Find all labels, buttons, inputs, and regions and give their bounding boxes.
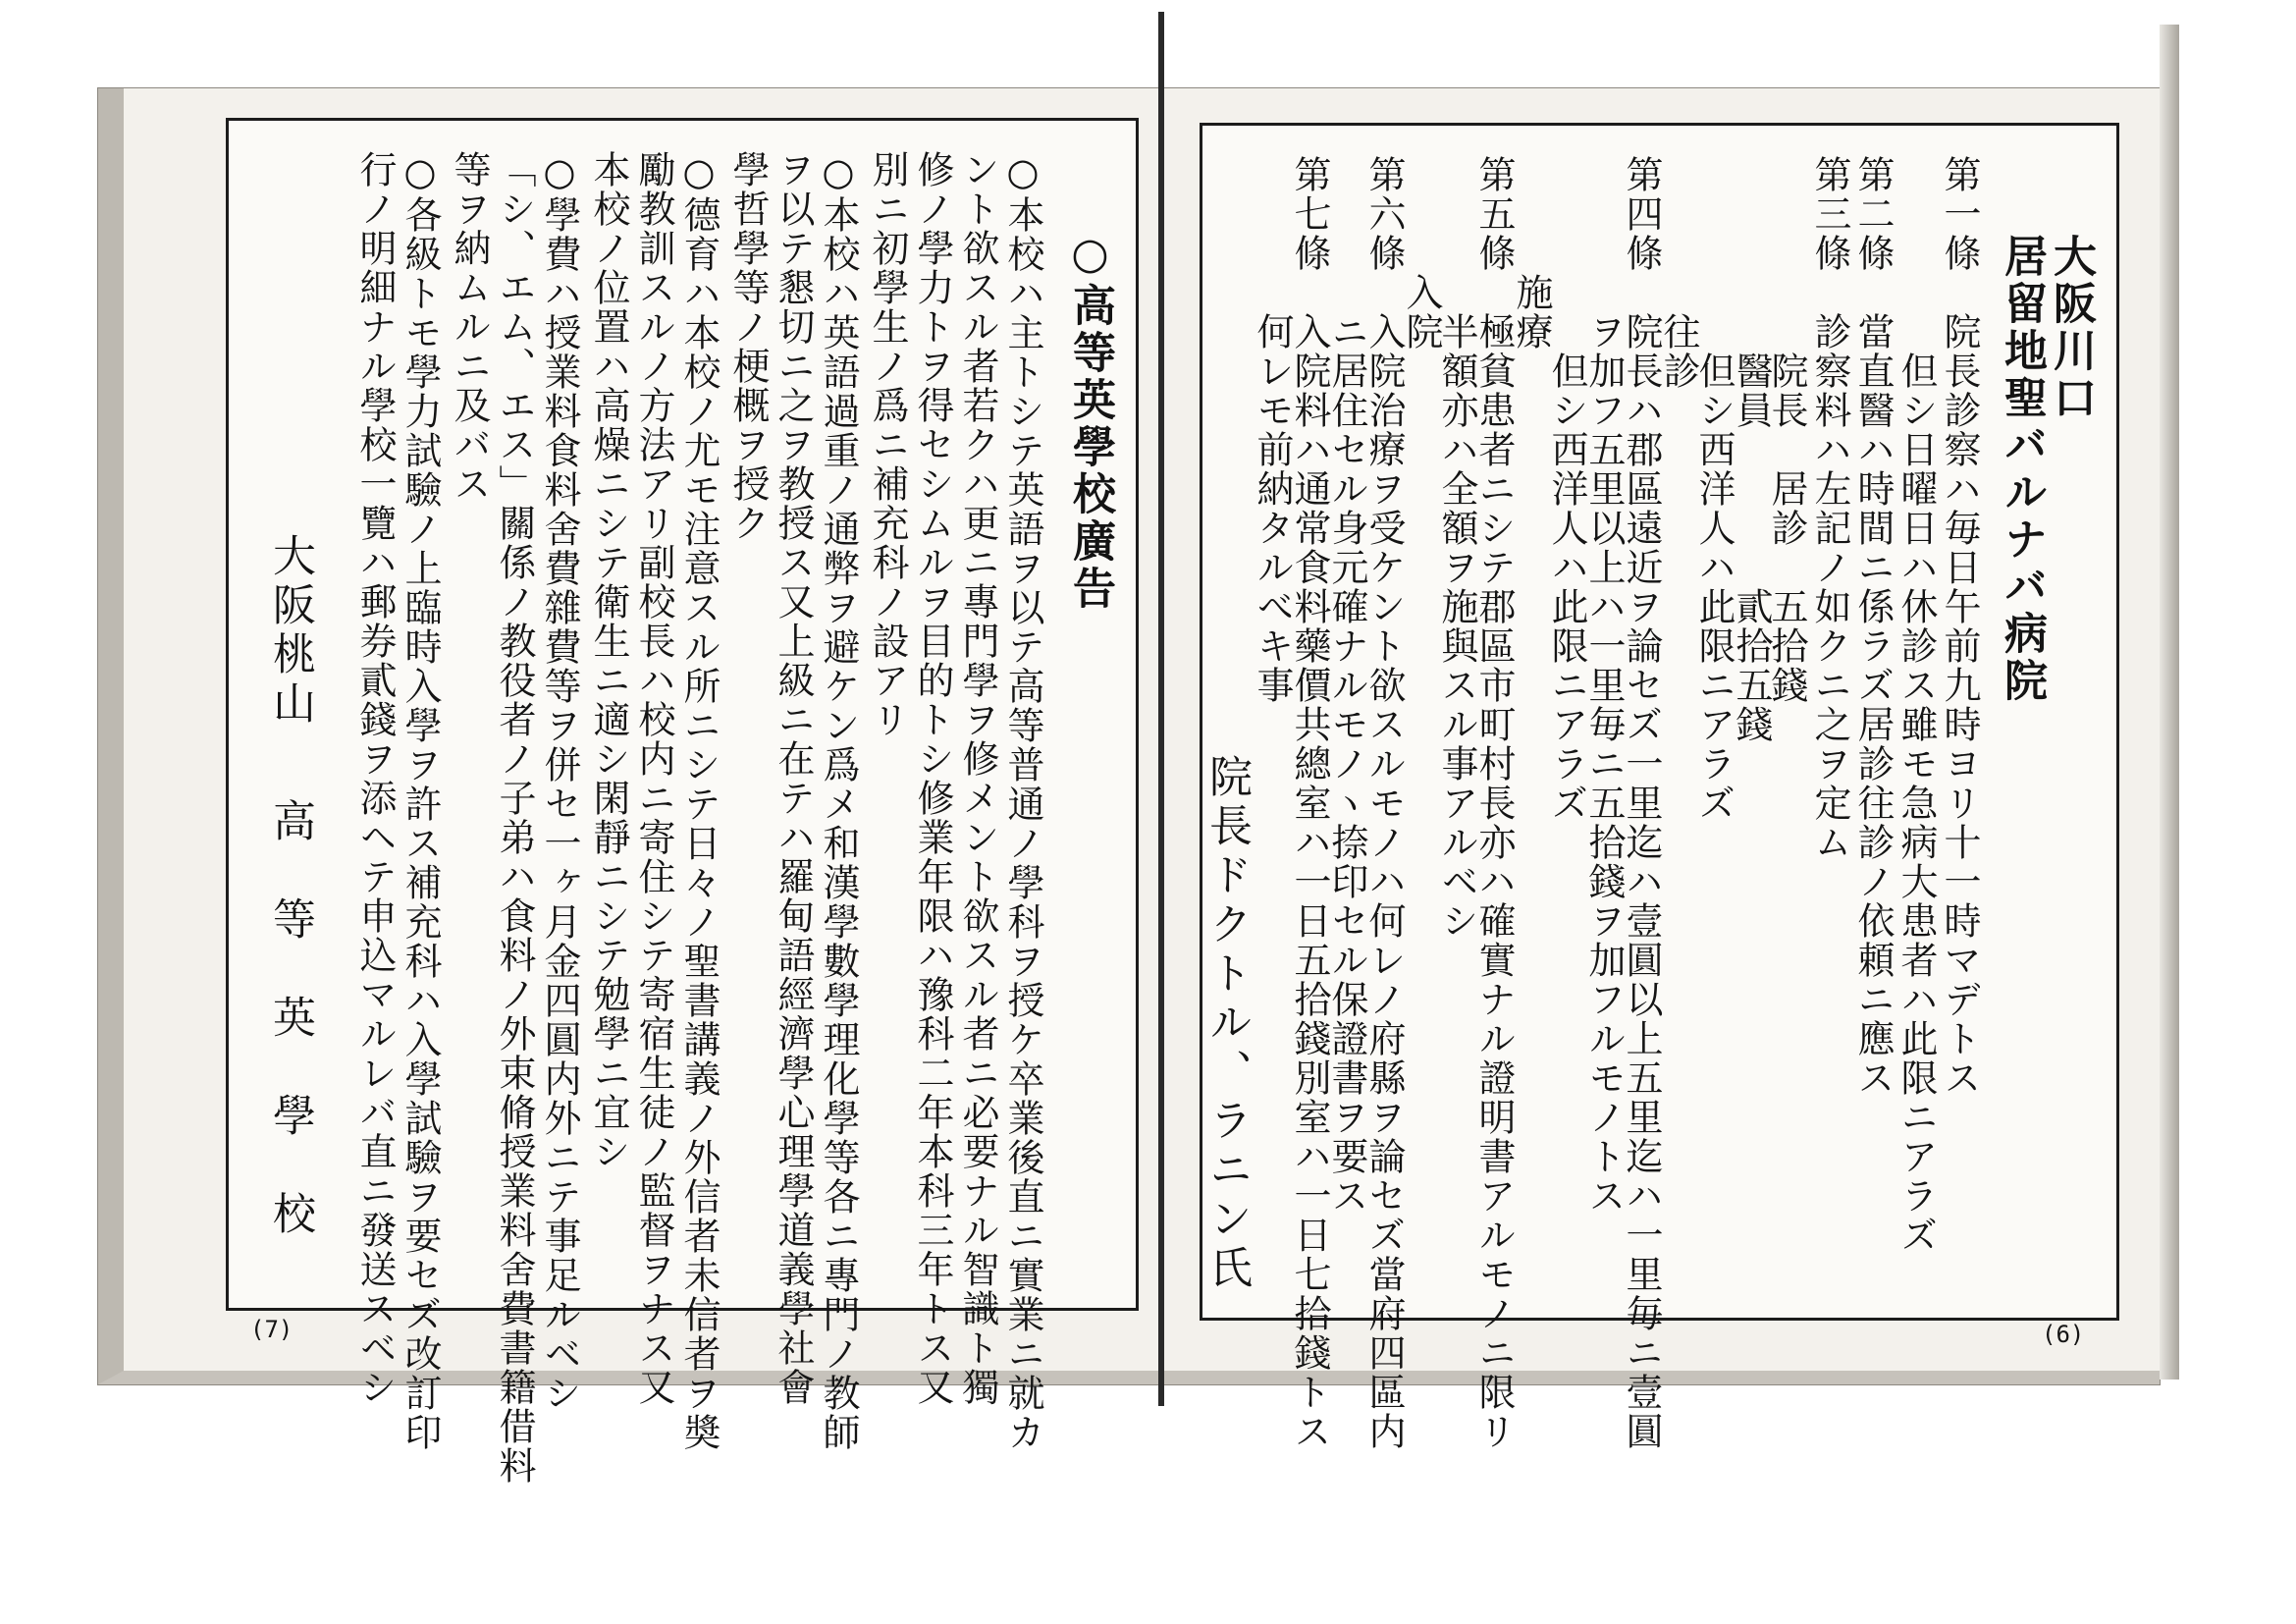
hospital-title-line1: 大阪川口 [2046,234,2096,422]
rule-column: 往診 [1657,155,1700,391]
text-column: ○各級トモ學力試驗ノ上臨時入學ヲ許ス補充科ハ入學試驗ヲ要セズ改訂印 [399,150,442,1452]
book-spine [1158,12,1164,1406]
rule-column: ヲ加フ五里以上ハ一里毎ニ五拾錢ヲ加フルモノトス [1582,155,1626,1216]
left-page-number: (7) [250,1316,294,1343]
rule-column: 院長 居診 五拾錢 [1765,155,1808,705]
left-page-frame [226,118,1139,1486]
right-page-frame [1200,123,2119,1451]
hospital-director: 院長ドクトル、ラニン氏 [1201,754,1252,1294]
rule-column: 第五條 極貧患者ニシテ郡區市町村長亦ハ確實ナル證明書アルモノニ限リ [1472,155,1516,1451]
rule-column: 但シ西洋人ハ此限ニアラズ [1545,155,1588,823]
text-column: ○本校ハ英語過重ノ通弊ヲ避ケン爲メ和漢學數學理化學等各ニ專門ノ教師 [817,150,860,1452]
hospital-title-line2: 居留地聖バルナバ病院 [1997,234,2047,705]
text-column: 別ニ初學生ノ爲ニ補充科ノ設アリ [866,150,909,739]
text-column: ○本校ハ主トシテ英語ヲ以テ高等普通ノ學科ヲ授ケ卒業後直ニ實業ニ就カ [1001,150,1044,1452]
rule-column: 但シ西洋人ハ此限ニアラズ [1692,155,1735,823]
rule-column: 何レモ前納タルべキ事 [1251,155,1294,705]
text-column: 學哲學等ノ梗概ヲ授ク [726,150,770,543]
rule-column: 入院 [1400,155,1443,352]
right-page-number: (6) [2042,1321,2085,1348]
rule-column: ニ居住セル身元確ナルモノヽ捺印セル保證書ヲ要ス [1325,155,1368,1216]
text-column: 修ノ學力トヲ得セシムルヲ目的トシ修業年限ハ豫科二年本科三年トス又 [911,150,954,1407]
text-column: 勵教訓スルノ方法アリ副校長ハ校内ニ寄住シテ寄宿生徒ノ監督ヲナス又 [632,150,675,1407]
text-column: 本校ノ位置ハ高燥ニシテ衛生ニ適シ閑靜ニシテ勉學ニ宜シ [587,150,630,1171]
book-edge [2160,25,2179,1380]
rule-column: 第一條 院長診察ハ毎日午前九時ヨリ十一時マデトス [1938,155,1981,1098]
rule-column: 但シ日曜日ハ休診ス雖モ急病大患者ハ此限ニアラズ [1895,155,1938,1255]
text-column: 「シ、エム、エス」關係ノ教役者ノ子弟ハ食料ノ外束脩授業料舍費書籍借料 [493,150,536,1486]
school-place: 大阪桃山 [265,533,315,730]
rule-column: 第六條 入院治療ヲ受ケント欲スルモノハ何レノ府縣ヲ論セズ當府四區内 [1362,155,1406,1451]
text-column: ヲ以テ懇切ニ之ヲ教授ス又上級ニ在テハ羅甸語經濟學心理學道義學社會 [772,150,815,1407]
rule-column: 醫員 貳拾五錢 [1730,155,1773,744]
rule-column: 第二條 當直醫ハ時間ニ係ラズ居診往診ノ依頼ニ應ス [1851,155,1895,1098]
school-name: 高 等 英 學 校 [265,798,315,1240]
text-column: ント欲スル者若クハ更ニ專門學ヲ修メント欲スル者ニ必要ナル智識ト獨 [956,150,999,1407]
rule-column: 半額亦ハ全額ヲ施與スル事アルベシ [1435,155,1478,941]
rule-column: 施療 [1510,155,1553,352]
left-page-title: ○高等英學校廣告 [1065,229,1115,613]
text-column: ○德育ハ本校ノ尤モ注意スル所ニシテ日々ノ聖書講義ノ外信者未信者ヲ奬 [677,150,721,1452]
rule-column: 第七條 入院料ハ通常食料藥價共總室ハ一日五拾錢別室ハ一日七拾錢トス [1288,155,1331,1451]
text-column: ○學費ハ授業料食料舍費雜費等ヲ併セ一ヶ月金四圓内外ニテ事足ルベシ [538,150,581,1413]
text-column: 等ヲ納ムルニ及バス [448,150,491,504]
rule-column: 第四條 院長ハ郡區遠近ヲ論セズ一里迄ハ壹圓以上五里迄ハ一里毎ニ壹圓 [1620,155,1663,1451]
rule-column: 第三條 診察料ハ左記ノ如クニ之ヲ定ム [1808,155,1851,862]
text-column: 行ノ明細ナル學校一覽ハ郵券貳錢ヲ添ヘテ申込マルレバ直ニ發送スベシ [353,150,397,1407]
